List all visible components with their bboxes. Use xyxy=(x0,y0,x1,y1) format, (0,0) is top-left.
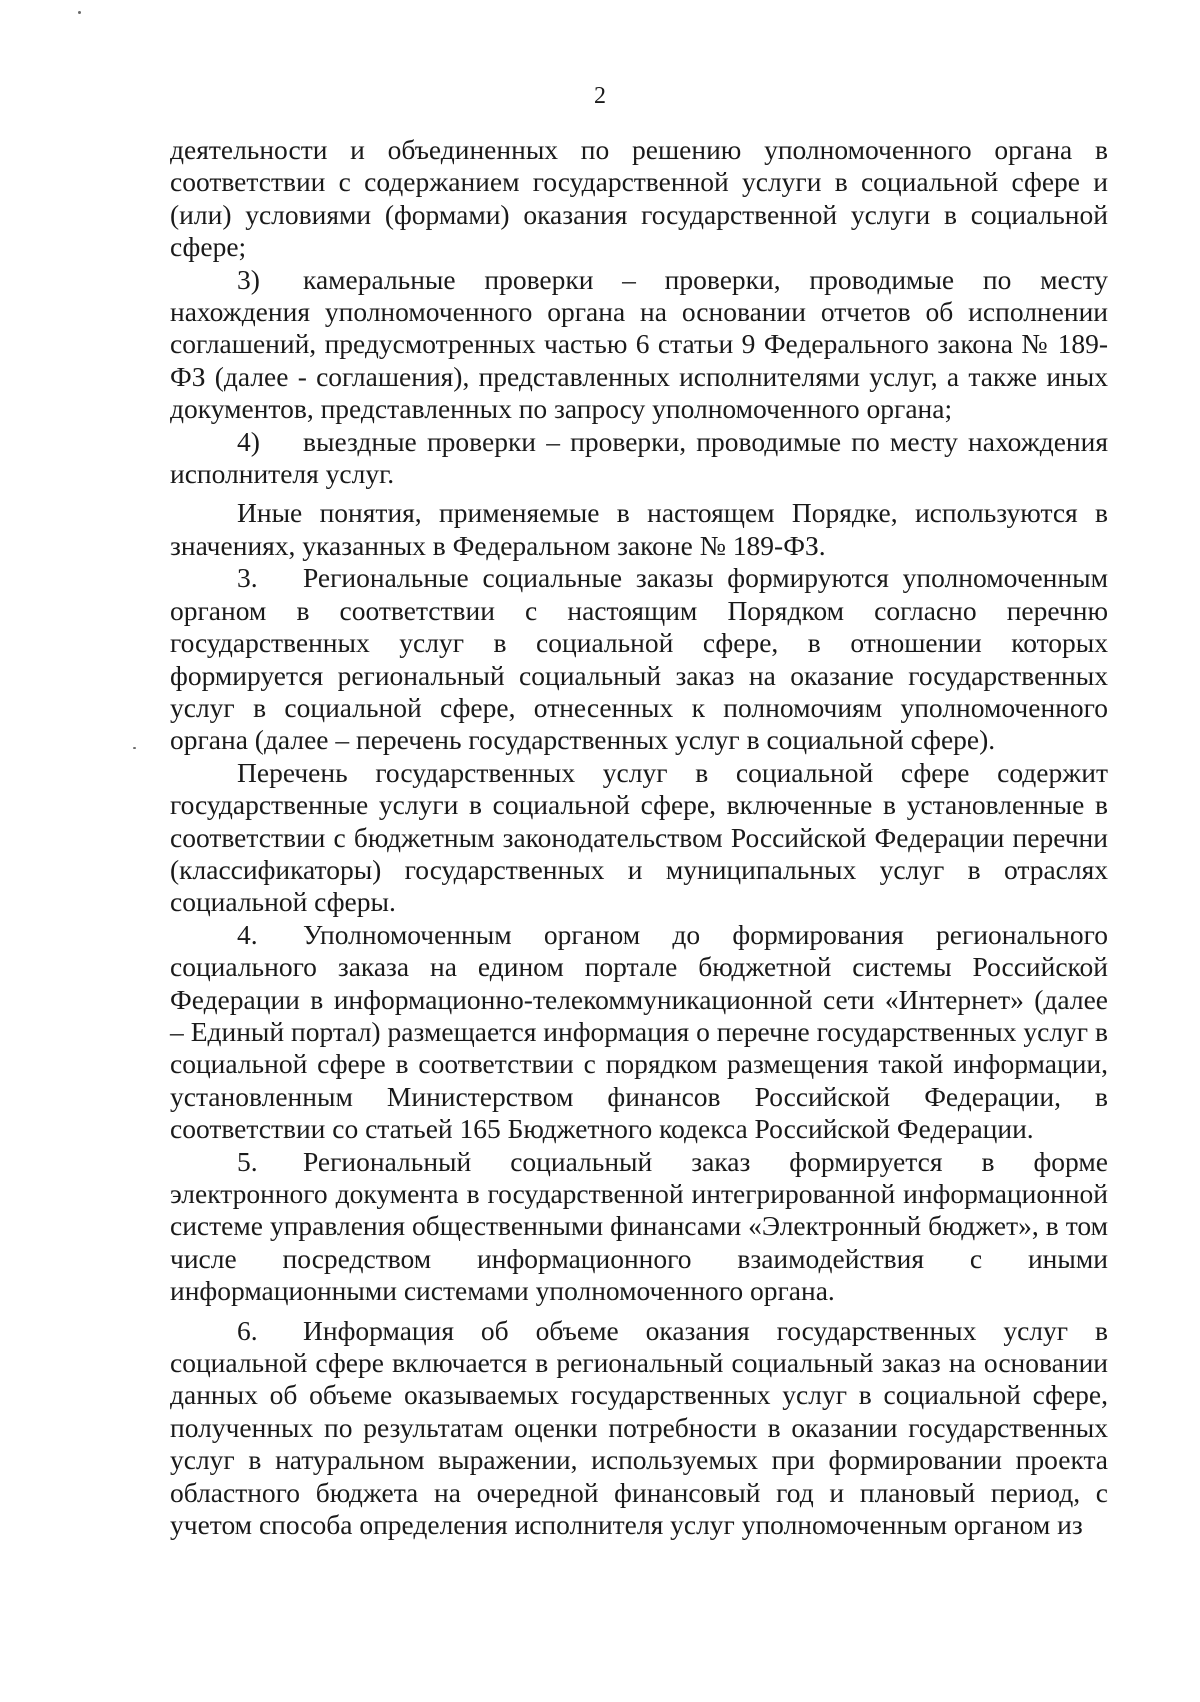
list-item-3 xyxy=(170,264,1108,426)
paragraph-text: камеральные проверки – проверки, проводимые по месту нахождения уполномоченного органа на основании отчетов об исполнении соглашений, предусмотренных частью 6 статьи 9 Федерального закона № 189-ФЗ (далее - соглашения), представленных исполнителями услуг, а также иных документов, представленных по запросу уполномоченного органа; xyxy=(170,263,1108,425)
clause-number: 3. xyxy=(237,562,258,594)
paragraph-text: Перечень государственных услуг в социальной сфере содержит государственные услуги в социальной сфере, включенные в установленные в соответствии с бюджетным законодательством Российской Федерации перечни (классификаторы) государственных и муниципальных услуг в отраслях социальной сферы. xyxy=(170,756,1108,918)
paragraph-text: Иные понятия, применяемые в настоящем Порядке, используются в значениях, указанных в Федеральном законе № 189-ФЗ. xyxy=(170,497,1108,561)
paragraph-text: выездные проверки – проверки, проводимые по месту нахождения исполнителя услуг. xyxy=(170,425,1108,490)
document-body xyxy=(170,134,1108,1541)
clause-6 xyxy=(170,1315,1108,1542)
paragraph-other-terms xyxy=(170,497,1108,562)
paragraph-text: Региональные социальные заказы формируются уполномоченным органом в соответствии с настоящим Порядком согласно перечню государственных услуг в социальной сфере, в отношении которых формируется региональный социальный заказ на оказание государственных услуг в социальной сфере, отнесенных к полномочиям уполномоченного органа (далее – перечень государственных услуг в социальной сфере). xyxy=(170,562,1108,756)
clause-number: 6. xyxy=(237,1314,258,1346)
clause-number: 4. xyxy=(237,918,258,950)
paragraph-text: Информация об объеме оказания государственных услуг в социальной сфере включается в региональный социальный заказ на основании данных об объеме оказываемых государственных услуг в социальной сфере, полученных по результатам оценки потребности в оказании государственных услуг в натуральном выражении, используемых при формировании проекта областного бюджета на очередной финансовый год и плановый период, с учетом способа определения исполнителя услуг уполномоченным органом из xyxy=(170,1314,1108,1541)
scan-speck xyxy=(78,11,81,14)
paragraph-services-list xyxy=(170,757,1108,919)
paragraph-text: Региональный социальный заказ формируется в форме электронного документа в государственной интегрированной информационной системе управления общественными финансами «Электронный бюджет», в том числе посредством информационного взаимодействия с иными информационными системами уполномоченного органа. xyxy=(170,1145,1108,1307)
clause-5 xyxy=(170,1146,1108,1308)
paragraph-text: Уполномоченным органом до формирования регионального социального заказа на едином портале бюджетной системы Российской Федерации в информационно-телекоммуникационной сети «Интернет» (далее – Единый портал) размещается информация о перечне государственных услуг в социальной сфере в соответствии с порядком размещения такой информации, установленным Министерством финансов Российской Федерации, в соответствии со статьей 165 Бюджетного кодекса Российской Федерации. xyxy=(170,918,1108,1145)
clause-3 xyxy=(170,562,1108,756)
scan-speck xyxy=(133,747,136,749)
page-number: 2 xyxy=(594,83,606,109)
list-item-4 xyxy=(170,426,1108,491)
list-number: 3) xyxy=(237,263,260,295)
paragraph-text: деятельности и объединенных по решению уполномоченного органа в соответствии с содержанием государственной услуги в социальной сфере и (или) условиями (формами) оказания государственной услуги в социальной сфере; xyxy=(170,134,1108,263)
paragraph-continuation xyxy=(170,134,1108,264)
clause-4 xyxy=(170,919,1108,1146)
clause-number: 5. xyxy=(237,1145,258,1177)
list-number: 4) xyxy=(237,425,260,457)
